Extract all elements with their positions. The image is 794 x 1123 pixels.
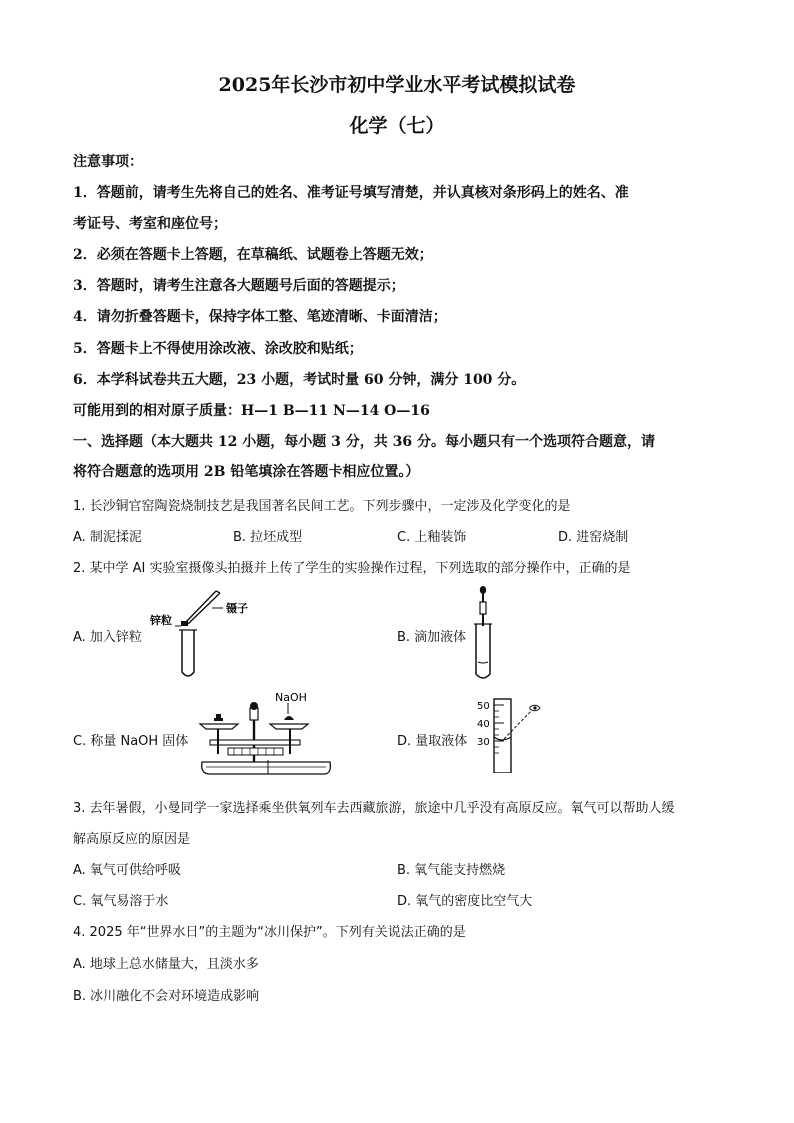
question-3-stem-cont: 解高原反应的原因是 bbox=[73, 832, 191, 847]
question-2-option-c: C. 称量 NaOH 固体 bbox=[73, 734, 189, 749]
question-1-option-a: A. 制泥揉泥 bbox=[73, 530, 142, 545]
figure-graduated-cylinder bbox=[474, 697, 546, 773]
exam-title: 2025年长沙市初中学业水平考试模拟试卷 bbox=[218, 74, 576, 96]
question-1-option-c: C. 上釉装饰 bbox=[397, 530, 467, 545]
question-3-option-d: D. 氧气的密度比空气大 bbox=[397, 894, 533, 909]
question-2-stem: 2. 某中学 AI 实验室摄像头拍摄并上传了学生的实验操作过程，下列选取的部分操作中，正确的是 bbox=[73, 561, 631, 576]
question-3-option-a: A. 氧气可供给呼吸 bbox=[73, 863, 181, 878]
question-4-option-a: A. 地球上总水储量大，且淡水多 bbox=[73, 957, 259, 972]
question-2-option-b: B. 滴加液体 bbox=[397, 630, 467, 645]
tick-label: 30 bbox=[477, 737, 490, 748]
label-zinc: 锌粒 bbox=[150, 614, 172, 627]
tick-label: 50 bbox=[477, 701, 490, 712]
question-1-stem: 1. 长沙铜官窑陶瓷烧制技艺是我国著名民间工艺。下列步骤中，一定涉及化学变化的是 bbox=[73, 499, 571, 514]
section-heading-cont: 将符合题意的选项用 2B 铅笔填涂在答题卡相应位置。） bbox=[73, 464, 420, 480]
question-3-option-b: B. 氧气能支持燃烧 bbox=[397, 863, 506, 878]
question-4-stem: 4. 2025 年“世界水日”的主题为“冰川保护”。下列有关说法正确的是 bbox=[73, 925, 466, 940]
notice-item: 4．请勿折叠答题卡，保持字体工整、笔迹清晰、卡面清洁； bbox=[73, 309, 447, 325]
notice-item: 1．答题前，请考生先将自己的姓名、准考证号填写清楚，并认真核对条形码上的姓名、准 bbox=[73, 185, 629, 201]
figure-add-zinc bbox=[148, 586, 253, 682]
question-3-option-c: C. 氧气易溶于水 bbox=[73, 894, 169, 909]
section-heading: 一、选择题（本大题共 12 小题，每小题 3 分，共 36 分。每小题只有一个选项符合题意，请 bbox=[73, 434, 655, 450]
question-3-stem: 3. 去年暑假，小曼同学一家选择乘坐供氧列车去西藏旅游，旅途中几乎没有高原反应。氧气可以帮助人缓 bbox=[73, 801, 675, 816]
question-4-option-b: B. 冰川融化不会对环境造成影响 bbox=[73, 989, 260, 1004]
exam-subtitle: 化学（七） bbox=[349, 115, 445, 137]
notice-item: 3．答题时，请考生注意各大题题号后面的答题提示； bbox=[73, 278, 405, 294]
label-tweezers: 镊子 bbox=[226, 602, 248, 615]
figure-balance bbox=[198, 690, 335, 778]
label-naoh: NaOH bbox=[275, 691, 307, 704]
notice-item: 2．必须在答题卡上答题，在草稿纸、试题卷上答题无效； bbox=[73, 247, 433, 263]
figure-drop-liquid bbox=[472, 584, 498, 684]
question-1-option-b: B. 拉坯成型 bbox=[233, 530, 303, 545]
question-1-option-d: D. 进窑烧制 bbox=[558, 530, 629, 545]
tick-label: 40 bbox=[477, 719, 490, 730]
notice-item: 考证号、考室和座位号； bbox=[73, 216, 227, 232]
atomic-mass-line: 可能用到的相对原子质量：H—1 B—11 N—14 O—16 bbox=[73, 403, 430, 419]
question-2-option-d: D. 量取液体 bbox=[397, 734, 468, 749]
notice-item: 5．答题卡上不得使用涂改液、涂改胶和贴纸； bbox=[73, 341, 363, 357]
notice-heading: 注意事项： bbox=[73, 154, 143, 170]
question-2-option-a: A. 加入锌粒 bbox=[73, 630, 142, 645]
notice-item: 6．本学科试卷共五大题，23 小题，考试时量 60 分钟，满分 100 分。 bbox=[73, 372, 526, 388]
